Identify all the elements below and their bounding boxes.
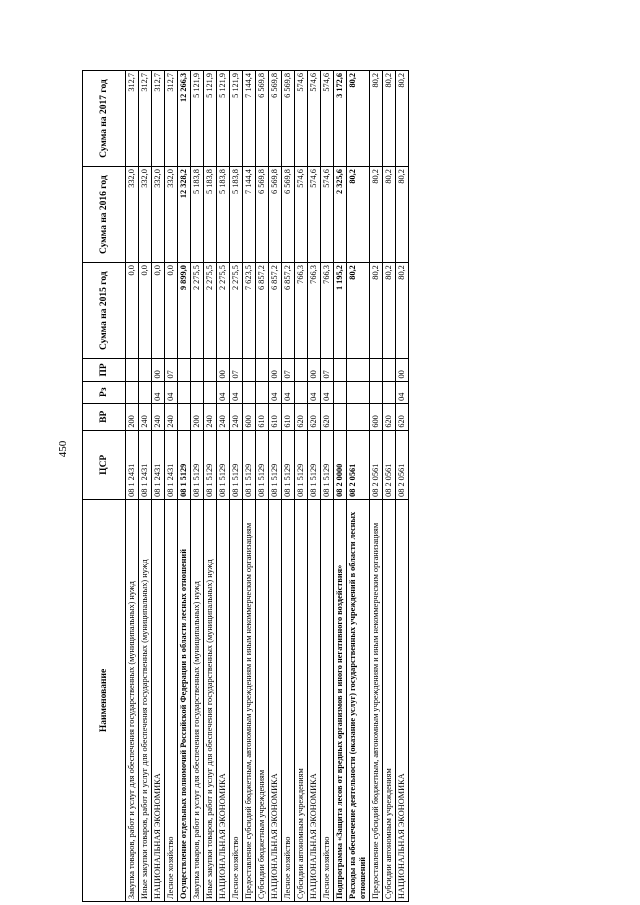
cell-sum-2015: 6 857,2	[282, 263, 295, 359]
table-row	[269, 71, 282, 902]
cell-rz	[295, 381, 308, 403]
table-row	[295, 71, 308, 902]
cell-sum-2016: 332,0	[152, 167, 165, 263]
cell-pr	[204, 359, 217, 381]
cell-sum-2017: 574,6	[308, 71, 321, 167]
cell-csr: 08 1 5129	[178, 430, 191, 499]
table-row	[383, 71, 396, 902]
cell-sum-2015: 2 275,5	[204, 263, 217, 359]
cell-rz: 04	[396, 381, 409, 403]
cell-csr: 08 1 5129	[256, 430, 269, 499]
cell-vr	[334, 403, 347, 430]
table-row	[347, 71, 370, 902]
cell-sum-2017: 5 121,9	[230, 71, 243, 167]
cell-pr	[334, 359, 347, 381]
cell-sum-2015: 766,3	[321, 263, 334, 359]
cell-csr: 08 1 5129	[295, 430, 308, 499]
cell-name: Закупка товаров, работ и услуг для обеспечения государственных (муниципальных) нужд	[126, 499, 139, 901]
cell-csr: 08 1 2431	[126, 430, 139, 499]
cell-name: Предоставление субсидий бюджетным, автономным учреждениям и иным некоммерческим организациям	[370, 499, 383, 901]
cell-pr	[256, 359, 269, 381]
cell-rz: 04	[321, 381, 334, 403]
cell-name: НАЦИОНАЛЬНАЯ ЭКОНОМИКА	[217, 499, 230, 901]
cell-vr: 610	[256, 403, 269, 430]
cell-rz	[191, 381, 204, 403]
cell-vr: 620	[295, 403, 308, 430]
header-sum-2017: Сумма на 2017 год	[83, 71, 126, 167]
cell-pr	[126, 359, 139, 381]
cell-pr	[243, 359, 256, 381]
cell-vr: 200	[191, 403, 204, 430]
cell-rz: 04	[282, 381, 295, 403]
cell-sum-2016: 574,6	[308, 167, 321, 263]
cell-name: Иные закупки товаров, работ и услуг для обеспечения государственных (муниципальных) нужд	[204, 499, 217, 901]
cell-csr: 08 1 5129	[269, 430, 282, 499]
cell-rz	[347, 381, 370, 403]
cell-sum-2016: 80,2	[383, 167, 396, 263]
cell-csr: 08 1 5129	[230, 430, 243, 499]
cell-pr: 00	[152, 359, 165, 381]
table-row	[126, 71, 139, 902]
cell-rz	[243, 381, 256, 403]
cell-name: Иные закупки товаров, работ и услуг для обеспечения государственных (муниципальных) нужд	[139, 499, 152, 901]
cell-sum-2015: 0,0	[152, 263, 165, 359]
cell-sum-2016: 332,0	[126, 167, 139, 263]
cell-rz	[204, 381, 217, 403]
cell-csr: 08 2 0561	[396, 430, 409, 499]
cell-sum-2016: 5 183,8	[230, 167, 243, 263]
cell-rz	[139, 381, 152, 403]
cell-sum-2015: 6 857,2	[269, 263, 282, 359]
cell-csr: 08 2 0561	[347, 430, 370, 499]
cell-name: Закупка товаров, работ и услуг для обеспечения государственных (муниципальных) нужд	[191, 499, 204, 901]
cell-sum-2016: 5 183,8	[217, 167, 230, 263]
table-row	[256, 71, 269, 902]
table-row	[204, 71, 217, 902]
cell-sum-2015: 80,2	[383, 263, 396, 359]
cell-sum-2015: 9 899,0	[178, 263, 191, 359]
cell-sum-2017: 7 144,4	[243, 71, 256, 167]
cell-sum-2016: 80,2	[396, 167, 409, 263]
table-row	[191, 71, 204, 902]
cell-name: Субсидии автономным учреждениям	[295, 499, 308, 901]
cell-pr: 07	[165, 359, 178, 381]
cell-pr	[295, 359, 308, 381]
table-row	[139, 71, 152, 902]
cell-vr: 600	[243, 403, 256, 430]
cell-sum-2016: 5 183,8	[191, 167, 204, 263]
cell-sum-2017: 574,6	[295, 71, 308, 167]
cell-csr: 08 1 5129	[308, 430, 321, 499]
cell-sum-2015: 0,0	[165, 263, 178, 359]
cell-pr: 07	[230, 359, 243, 381]
page-number: 450	[57, 440, 69, 458]
cell-vr	[178, 403, 191, 430]
cell-sum-2015: 7 623,5	[243, 263, 256, 359]
cell-sum-2017: 6 569,8	[282, 71, 295, 167]
cell-csr: 08 2 0000	[334, 430, 347, 499]
cell-vr: 240	[204, 403, 217, 430]
cell-sum-2017: 80,2	[370, 71, 383, 167]
cell-rz	[126, 381, 139, 403]
cell-vr	[347, 403, 370, 430]
cell-csr: 08 1 5129	[217, 430, 230, 499]
cell-vr: 240	[139, 403, 152, 430]
cell-sum-2015: 1 195,2	[334, 263, 347, 359]
cell-rz: 04	[217, 381, 230, 403]
cell-sum-2016: 6 569,8	[256, 167, 269, 263]
cell-vr: 620	[383, 403, 396, 430]
cell-sum-2015: 766,3	[308, 263, 321, 359]
cell-csr: 08 1 5129	[321, 430, 334, 499]
cell-vr: 240	[152, 403, 165, 430]
cell-sum-2017: 5 121,9	[217, 71, 230, 167]
cell-pr	[347, 359, 370, 381]
table-row	[321, 71, 334, 902]
table-row	[282, 71, 295, 902]
cell-pr: 00	[269, 359, 282, 381]
cell-rz	[256, 381, 269, 403]
cell-csr: 08 2 0561	[383, 430, 396, 499]
header-name: Наименование	[83, 499, 126, 901]
cell-sum-2016: 5 183,8	[204, 167, 217, 263]
cell-name: Субсидии бюджетным учреждениям	[256, 499, 269, 901]
cell-rz: 04	[152, 381, 165, 403]
cell-rz: 04	[230, 381, 243, 403]
cell-csr: 08 1 5129	[282, 430, 295, 499]
cell-pr: 07	[282, 359, 295, 381]
cell-vr: 240	[165, 403, 178, 430]
table-row	[396, 71, 409, 902]
header-rz: Рз	[83, 381, 126, 403]
table-header-row	[83, 71, 126, 902]
cell-rz: 04	[269, 381, 282, 403]
cell-name: Лесное хозяйство	[321, 499, 334, 901]
cell-sum-2017: 5 121,9	[204, 71, 217, 167]
cell-sum-2017: 312,7	[126, 71, 139, 167]
cell-sum-2017: 12 266,3	[178, 71, 191, 167]
cell-name: НАЦИОНАЛЬНАЯ ЭКОНОМИКА	[152, 499, 165, 901]
cell-sum-2015: 6 857,2	[256, 263, 269, 359]
cell-sum-2017: 574,6	[321, 71, 334, 167]
cell-pr	[139, 359, 152, 381]
table-row	[152, 71, 165, 902]
cell-pr: 00	[217, 359, 230, 381]
header-sum-2016: Сумма на 2016 год	[83, 167, 126, 263]
cell-name: НАЦИОНАЛЬНАЯ ЭКОНОМИКА	[269, 499, 282, 901]
table-row	[334, 71, 347, 902]
cell-sum-2016: 574,6	[321, 167, 334, 263]
cell-sum-2016: 6 569,8	[282, 167, 295, 263]
cell-sum-2015: 0,0	[126, 263, 139, 359]
cell-sum-2015: 2 275,5	[230, 263, 243, 359]
header-vr: ВР	[83, 403, 126, 430]
cell-rz	[370, 381, 383, 403]
cell-rz: 04	[165, 381, 178, 403]
cell-sum-2015: 80,2	[347, 263, 370, 359]
header-csr: ЦСР	[83, 430, 126, 499]
cell-sum-2017: 80,2	[347, 71, 370, 167]
cell-name: Осуществление отдельных полномочий Российской Федерации в области лесных отношений	[178, 499, 191, 901]
table-row	[370, 71, 383, 902]
cell-csr: 08 2 0561	[370, 430, 383, 499]
cell-sum-2017: 312,7	[165, 71, 178, 167]
cell-sum-2016: 7 144,4	[243, 167, 256, 263]
cell-vr: 620	[396, 403, 409, 430]
cell-sum-2015: 0,0	[139, 263, 152, 359]
cell-vr: 620	[308, 403, 321, 430]
cell-name: Лесное хозяйство	[282, 499, 295, 901]
cell-sum-2016: 6 569,8	[269, 167, 282, 263]
cell-sum-2015: 80,2	[396, 263, 409, 359]
cell-pr	[383, 359, 396, 381]
cell-sum-2017: 6 569,8	[269, 71, 282, 167]
cell-pr	[370, 359, 383, 381]
cell-sum-2016: 2 325,6	[334, 167, 347, 263]
cell-name: Лесное хозяйство	[230, 499, 243, 901]
cell-sum-2015: 2 275,5	[191, 263, 204, 359]
cell-rz	[178, 381, 191, 403]
cell-rz	[383, 381, 396, 403]
cell-vr: 240	[217, 403, 230, 430]
cell-sum-2016: 80,2	[347, 167, 370, 263]
table-row	[243, 71, 256, 902]
cell-name: Субсидии автономным учреждениям	[383, 499, 396, 901]
header-sum-2015: Сумма на 2015 год	[83, 263, 126, 359]
cell-sum-2017: 312,7	[152, 71, 165, 167]
cell-name: Лесное хозяйство	[165, 499, 178, 901]
cell-sum-2017: 6 569,8	[256, 71, 269, 167]
budget-table	[82, 70, 409, 902]
cell-rz: 04	[308, 381, 321, 403]
cell-name: НАЦИОНАЛЬНАЯ ЭКОНОМИКА	[396, 499, 409, 901]
cell-csr: 08 1 5129	[204, 430, 217, 499]
cell-pr: 07	[321, 359, 334, 381]
table-row	[178, 71, 191, 902]
rotated-table-container	[82, 70, 409, 902]
cell-pr	[191, 359, 204, 381]
cell-sum-2016: 12 328,2	[178, 167, 191, 263]
cell-sum-2017: 5 121,9	[191, 71, 204, 167]
cell-csr: 08 1 5129	[191, 430, 204, 499]
cell-csr: 08 1 5129	[243, 430, 256, 499]
cell-vr: 610	[269, 403, 282, 430]
cell-sum-2016: 574,6	[295, 167, 308, 263]
cell-rz	[334, 381, 347, 403]
cell-pr: 00	[308, 359, 321, 381]
cell-vr: 240	[230, 403, 243, 430]
cell-sum-2017: 80,2	[396, 71, 409, 167]
cell-pr	[178, 359, 191, 381]
cell-sum-2017: 80,2	[383, 71, 396, 167]
table-row	[217, 71, 230, 902]
cell-sum-2016: 332,0	[165, 167, 178, 263]
table-row	[230, 71, 243, 902]
cell-sum-2016: 80,2	[370, 167, 383, 263]
cell-vr: 610	[282, 403, 295, 430]
header-pr: ПР	[83, 359, 126, 381]
cell-name: Расходы на обеспечение деятельности (оказание услуг) государственных учреждений в области лесных отношений	[347, 499, 370, 901]
cell-csr: 08 1 2431	[152, 430, 165, 499]
cell-vr: 620	[321, 403, 334, 430]
table-body	[126, 71, 409, 902]
cell-csr: 08 1 2431	[165, 430, 178, 499]
cell-sum-2016: 332,0	[139, 167, 152, 263]
cell-sum-2017: 312,7	[139, 71, 152, 167]
cell-csr: 08 1 2431	[139, 430, 152, 499]
cell-name: Предоставление субсидий бюджетным, автономным учреждениям и иным некоммерческим организациям	[243, 499, 256, 901]
table-row	[308, 71, 321, 902]
cell-sum-2015: 2 275,5	[217, 263, 230, 359]
cell-vr: 600	[370, 403, 383, 430]
cell-sum-2015: 766,3	[295, 263, 308, 359]
cell-name: НАЦИОНАЛЬНАЯ ЭКОНОМИКА	[308, 499, 321, 901]
cell-vr: 200	[126, 403, 139, 430]
cell-name: Подпрограмма «Защита лесов от вредных организмов и иного негативного воздействия»	[334, 499, 347, 901]
cell-sum-2015: 80,2	[370, 263, 383, 359]
table-row	[165, 71, 178, 902]
cell-pr: 00	[396, 359, 409, 381]
cell-sum-2017: 3 172,6	[334, 71, 347, 167]
